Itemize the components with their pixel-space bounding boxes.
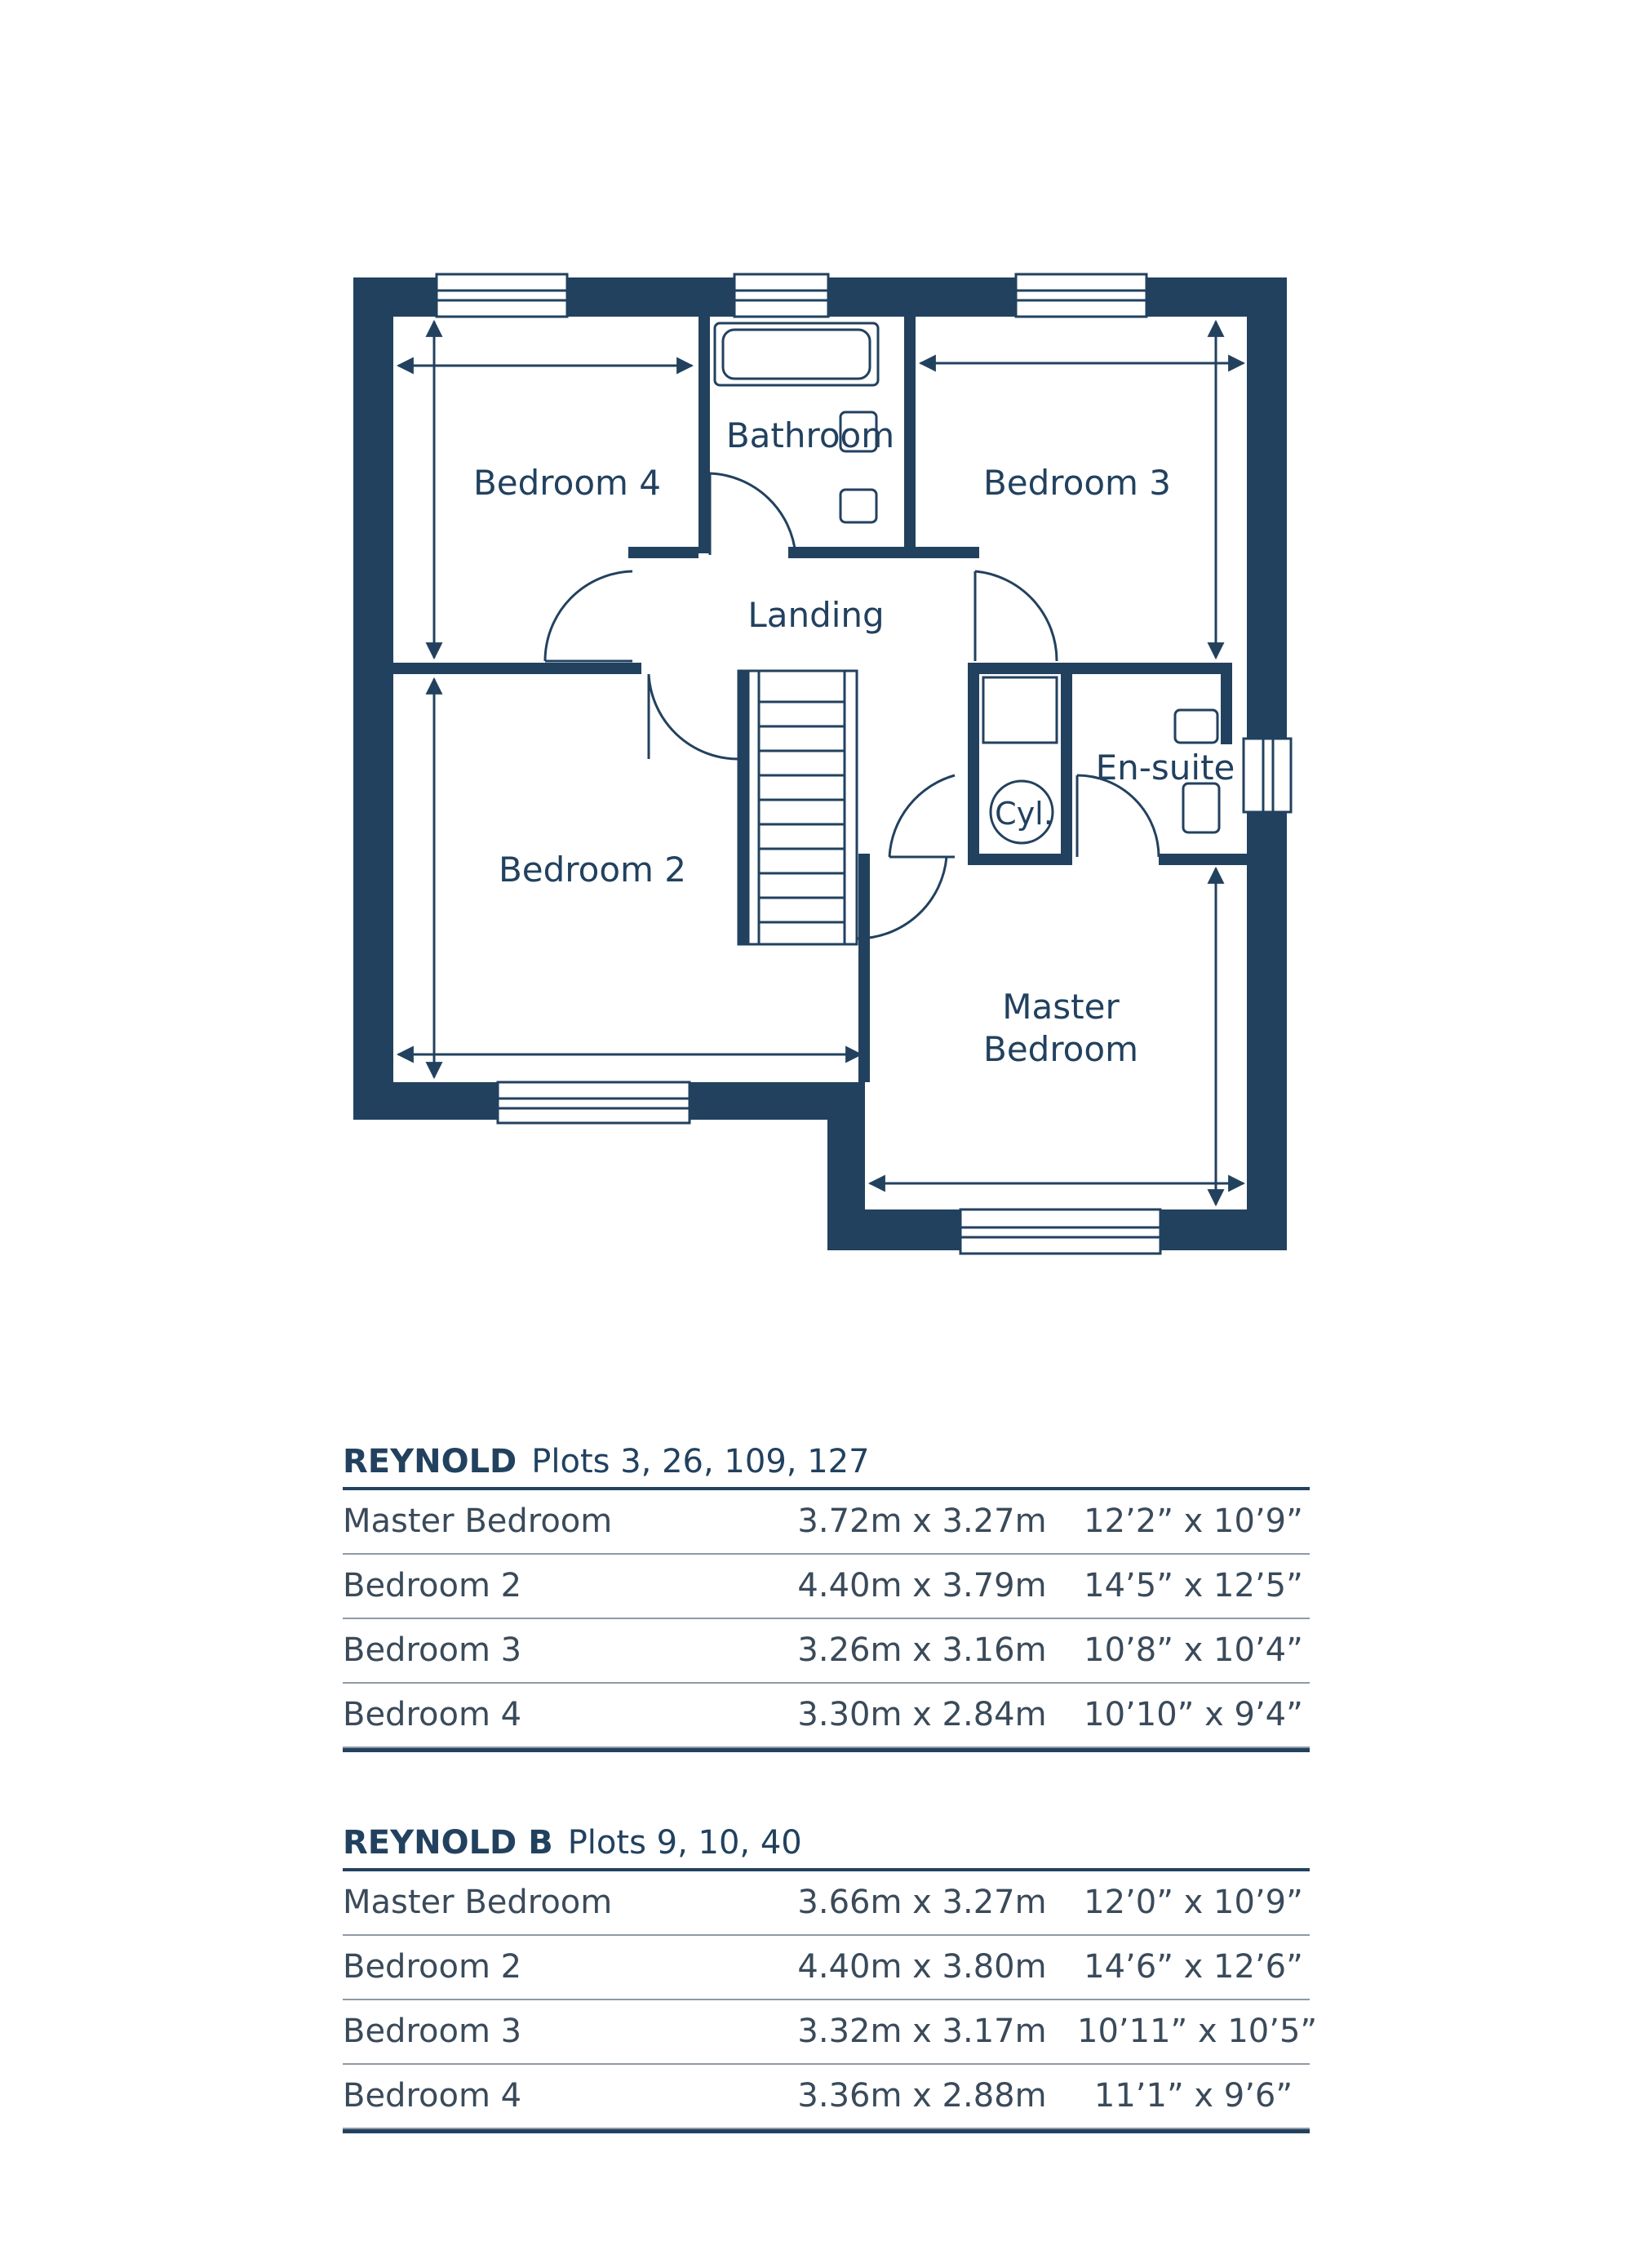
house-type-name: REYNOLD B <box>343 1824 553 1862</box>
table-row <box>343 1936 1310 2000</box>
metric-size: 3.66m x 3.27m <box>797 1884 1047 1921</box>
divider <box>343 2129 1310 2133</box>
imperial-size: 10’11” x 10’5” <box>1077 2013 1318 2050</box>
plots-label: Plots 3, 26, 109, 127 <box>531 1443 870 1480</box>
metric-size: 3.32m x 3.17m <box>797 2013 1047 2050</box>
room-name: Bedroom 2 <box>343 1948 522 1986</box>
table-row <box>343 1555 1310 1619</box>
metric-size: 4.40m x 3.79m <box>797 1567 1047 1604</box>
room-name: Bedroom 3 <box>343 2013 522 2050</box>
metric-size: 3.36m x 2.88m <box>797 2077 1047 2115</box>
bedroom4-label: Bedroom 4 <box>472 463 662 503</box>
ensuite-label: En-suite <box>1095 748 1235 788</box>
table-row <box>343 2065 1310 2129</box>
imperial-size: 14’6” x 12’6” <box>1084 1948 1303 1986</box>
imperial-size: 10’8” x 10’4” <box>1084 1631 1303 1669</box>
table-heading <box>343 1818 1310 1868</box>
imperial-size: 12’2” x 10’9” <box>1084 1502 1303 1540</box>
room-name: Bedroom 4 <box>343 2077 522 2115</box>
metric-size: 3.30m x 2.84m <box>797 1696 1047 1733</box>
room-name: Master Bedroom <box>343 1884 613 1921</box>
metric-size: 3.72m x 3.27m <box>797 1502 1047 1540</box>
metric-size: 3.26m x 3.16m <box>797 1631 1047 1669</box>
house-type-name: REYNOLD <box>343 1443 517 1480</box>
imperial-size: 11’1” x 9’6” <box>1093 2077 1293 2115</box>
table-row <box>343 1490 1310 1555</box>
table-row <box>343 1871 1310 1936</box>
table-reynold-b <box>343 1818 1318 2133</box>
table-row <box>343 2000 1318 2065</box>
table-row <box>343 1619 1310 1684</box>
divider <box>343 1748 1310 1752</box>
table-row <box>343 1684 1310 1748</box>
landing-label: Landing <box>747 595 885 635</box>
imperial-size: 12’0” x 10’9” <box>1084 1884 1303 1921</box>
table-reynold <box>343 1436 1310 1752</box>
room-name: Master Bedroom <box>343 1502 613 1540</box>
bathroom-label: Bathroom <box>725 415 895 455</box>
room-name: Bedroom 2 <box>343 1567 522 1604</box>
room-name: Bedroom 4 <box>343 1696 522 1733</box>
staircase <box>738 671 857 944</box>
master-bedroom-label-line1: Master <box>1002 987 1120 1027</box>
imperial-size: 14’5” x 12’5” <box>1084 1567 1303 1604</box>
table-heading <box>343 1436 1310 1487</box>
master-bedroom-label-line2: Bedroom <box>983 1029 1138 1069</box>
room-name: Bedroom 3 <box>343 1631 522 1669</box>
plots-label: Plots 9, 10, 40 <box>567 1824 802 1862</box>
bedroom3-label: Bedroom 3 <box>982 463 1172 503</box>
imperial-size: 10’10” x 9’4” <box>1084 1696 1303 1733</box>
bedroom2-label: Bedroom 2 <box>498 850 687 890</box>
cylinder-label: Cyl. <box>995 796 1053 832</box>
metric-size: 4.40m x 3.80m <box>797 1948 1047 1986</box>
room-dimension-tables <box>343 1436 1318 2199</box>
